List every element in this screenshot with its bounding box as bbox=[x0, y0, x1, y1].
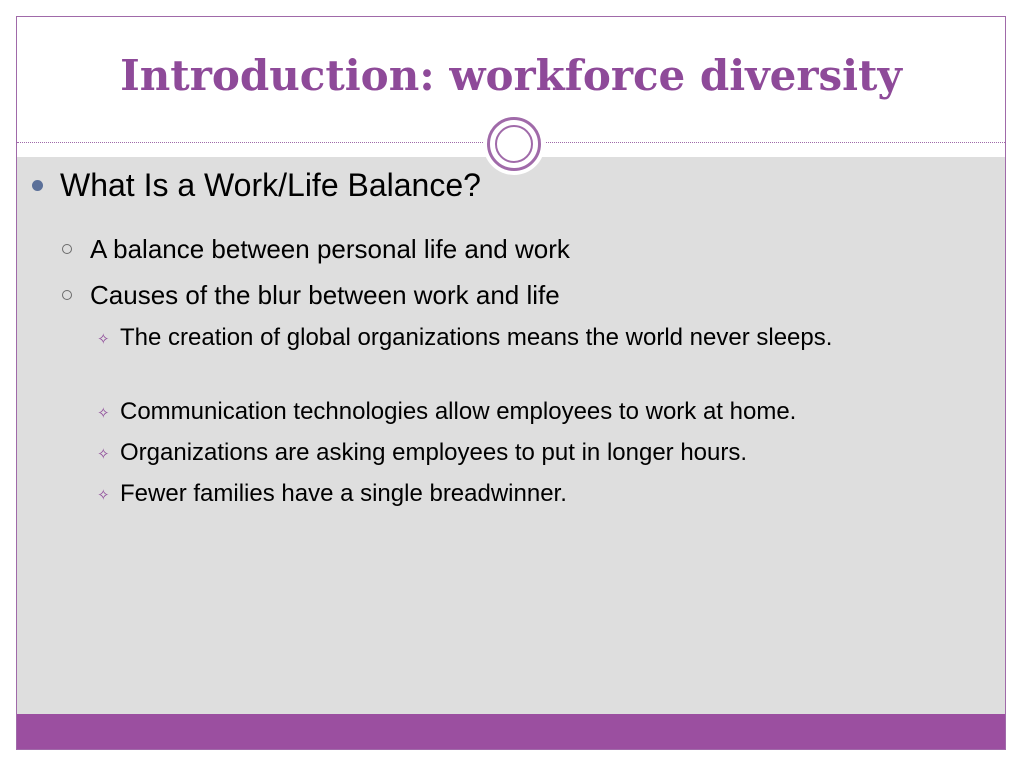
footer-bar bbox=[17, 714, 1005, 749]
hollow-circle-bullet-icon bbox=[62, 290, 72, 300]
filled-circle-bullet-icon bbox=[32, 180, 43, 191]
bullet-level1: What Is a Work/Life Balance? bbox=[60, 167, 481, 203]
star-bullet-icon: ✧ bbox=[97, 445, 110, 463]
slide-title: Introduction: workforce diversity bbox=[120, 51, 902, 100]
bullet-level3: The creation of global organizations means the world never sleeps. bbox=[120, 324, 833, 351]
ornament-inner-ring bbox=[495, 125, 533, 163]
bullet-level3: Fewer families have a single breadwinner. bbox=[120, 480, 567, 507]
bullet-level3: Organizations are asking employees to put in longer hours. bbox=[120, 439, 748, 466]
hollow-circle-bullet-icon bbox=[62, 244, 72, 254]
bullet-level2: Causes of the blur between work and life bbox=[90, 280, 560, 310]
bullet-level2: A balance between personal life and work bbox=[90, 234, 570, 264]
star-bullet-icon: ✧ bbox=[97, 486, 110, 504]
double-ring-ornament-icon bbox=[487, 117, 541, 171]
slide bbox=[16, 16, 1006, 750]
star-bullet-icon: ✧ bbox=[97, 404, 110, 422]
star-bullet-icon: ✧ bbox=[97, 330, 110, 348]
bullet-level3: Communication technologies allow employees to work at home. bbox=[120, 398, 797, 425]
